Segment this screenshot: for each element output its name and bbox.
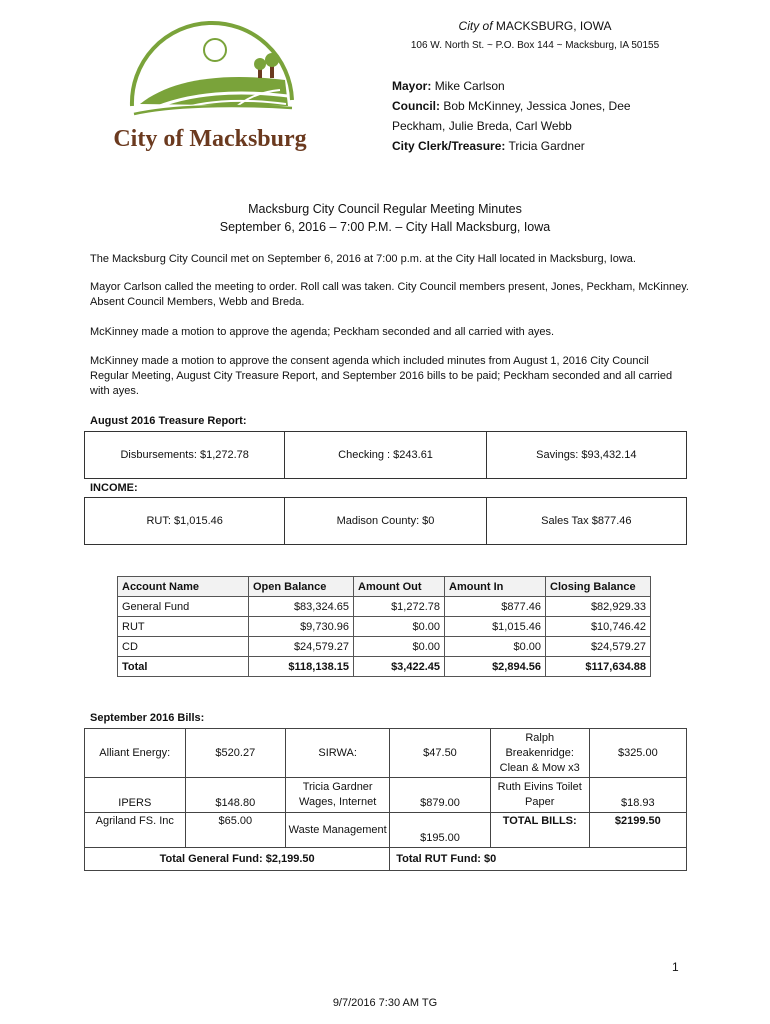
bill-payee: Agriland FS. Inc bbox=[85, 813, 186, 848]
bill-amount: $879.00 bbox=[390, 778, 491, 813]
account-name: CD bbox=[118, 637, 249, 657]
account-header-row bbox=[118, 577, 651, 597]
paragraph-meeting: The Macksburg City Council met on September 6, 2016 at 7:00 p.m. at the City Hall located in Macksburg, Iowa. bbox=[90, 253, 636, 265]
bill-payee: Ruth Eivins Toilet Paper bbox=[490, 778, 589, 813]
table-row bbox=[85, 778, 687, 813]
amount-out: $0.00 bbox=[354, 617, 445, 637]
table-row bbox=[85, 813, 687, 848]
table-row bbox=[118, 597, 651, 617]
total-bills-label: TOTAL BILLS: bbox=[490, 813, 589, 848]
open-balance: $9,730.96 bbox=[249, 617, 354, 637]
bill-payee: Tricia Gardner Wages, Internet bbox=[286, 778, 390, 813]
col-amount-out: Amount Out bbox=[354, 577, 445, 597]
income-table bbox=[84, 497, 687, 545]
open-balance: $24,579.27 bbox=[249, 637, 354, 657]
bill-amount: $65.00 bbox=[185, 813, 286, 848]
checking-cell: Checking : $243.61 bbox=[285, 432, 486, 479]
treasure-label: August 2016 Treasure Report: bbox=[90, 415, 247, 427]
rut-cell: RUT: $1,015.46 bbox=[85, 498, 285, 545]
total-open-balance: $118,138.15 bbox=[249, 657, 354, 677]
closing-balance: $24,579.27 bbox=[546, 637, 651, 657]
amount-in: $1,015.46 bbox=[445, 617, 546, 637]
bill-amount: $325.00 bbox=[589, 729, 686, 778]
disbursements-cell: Disbursements: $1,272.78 bbox=[85, 432, 285, 479]
income-label: INCOME: bbox=[90, 482, 138, 494]
bill-amount: $47.50 bbox=[390, 729, 491, 778]
council-line bbox=[392, 96, 682, 136]
account-name: RUT bbox=[118, 617, 249, 637]
treasure-table bbox=[84, 431, 687, 479]
paragraph-rollcall: Mayor Carlson called the meeting to order. Roll call was taken. City Council members present, Jones, Peckham, McKinney. Absent Council Members, Webb and Breda. bbox=[90, 281, 689, 308]
bill-payee: SIRWA: bbox=[286, 729, 390, 778]
amount-out: $1,272.78 bbox=[354, 597, 445, 617]
sales-tax-cell: Sales Tax $877.46 bbox=[541, 515, 632, 527]
mayor-value: Mike Carlson bbox=[434, 79, 505, 93]
city-prefix: City of bbox=[458, 19, 493, 33]
amount-out: $0.00 bbox=[354, 637, 445, 657]
clerk-line bbox=[392, 136, 682, 156]
bill-amount: $520.27 bbox=[185, 729, 286, 778]
total-label: Total bbox=[118, 657, 249, 677]
fund-totals-row bbox=[85, 848, 687, 871]
city-logo bbox=[110, 18, 310, 158]
bill-payee: Ralph Breakenridge: Clean & Mow x3 bbox=[490, 729, 589, 778]
table-row bbox=[85, 729, 687, 778]
open-balance: $83,324.65 bbox=[249, 597, 354, 617]
total-amount-in: $2,894.56 bbox=[445, 657, 546, 677]
total-row bbox=[118, 657, 651, 677]
clerk-label: City Clerk/Treasure: bbox=[392, 139, 506, 153]
officials-block bbox=[392, 76, 682, 156]
bill-amount: $18.93 bbox=[589, 778, 686, 813]
minutes-title: Macksburg City Council Regular Meeting Minutes bbox=[248, 202, 522, 216]
col-account-name: Account Name bbox=[118, 577, 249, 597]
account-name: General Fund bbox=[118, 597, 249, 617]
city-logo-graphic bbox=[110, 18, 310, 158]
mayor-line bbox=[392, 76, 682, 96]
paragraph-consent: McKinney made a motion to approve the consent agenda which included minutes from August 1, 2016 City Council Regular Meeting, August City Treasure Report, and September 2016 bills to be paid; Peckham seconded and all carried with ayes. bbox=[90, 355, 673, 397]
closing-balance: $10,746.42 bbox=[546, 617, 651, 637]
bill-amount: $195.00 bbox=[390, 813, 491, 848]
bill-payee: IPERS bbox=[85, 778, 186, 813]
total-rut-fund: Total RUT Fund: $0 bbox=[390, 848, 687, 871]
bill-payee: Alliant Energy: bbox=[85, 729, 186, 778]
total-amount-out: $3,422.45 bbox=[354, 657, 445, 677]
logo-wordmark: City of Macksburg bbox=[113, 126, 307, 152]
page-number: 1 bbox=[672, 960, 679, 974]
bill-amount: $148.80 bbox=[185, 778, 286, 813]
amount-in: $877.46 bbox=[445, 597, 546, 617]
mayor-label: Mayor: bbox=[392, 79, 432, 93]
col-closing-balance: Closing Balance bbox=[546, 577, 651, 597]
city-name: MACKSBURG, IOWA bbox=[495, 19, 612, 33]
bills-table bbox=[84, 728, 687, 871]
col-open-balance: Open Balance bbox=[249, 577, 354, 597]
madison-cell: Madison County: $0 bbox=[285, 498, 486, 545]
total-closing-balance: $117,634.88 bbox=[546, 657, 651, 677]
total-bills-amount: $2199.50 bbox=[589, 813, 686, 848]
total-general-fund: Total General Fund: $2,199.50 bbox=[85, 848, 390, 871]
bill-payee: Waste Management bbox=[286, 813, 390, 848]
table-row bbox=[118, 637, 651, 657]
col-amount-in: Amount In bbox=[445, 577, 546, 597]
account-balance-table bbox=[117, 576, 651, 677]
council-value: Bob McKinney, Jessica Jones, Dee Peckham, Julie Breda, Carl Webb bbox=[392, 99, 631, 133]
minutes-subtitle: September 6, 2016 – 7:00 P.M. – City Hall Macksburg, Iowa bbox=[219, 220, 551, 234]
council-label: Council: bbox=[392, 99, 440, 113]
table-row bbox=[118, 617, 651, 637]
footer-timestamp: 9/7/2016 7:30 AM TG bbox=[332, 997, 438, 1009]
amount-in: $0.00 bbox=[445, 637, 546, 657]
bills-label: September 2016 Bills: bbox=[90, 712, 205, 724]
city-heading bbox=[385, 19, 685, 33]
savings-cell: Savings: $93,432.14 bbox=[536, 449, 637, 461]
clerk-value: Tricia Gardner bbox=[508, 139, 585, 153]
paragraph-agenda: McKinney made a motion to approve the agenda; Peckham seconded and all carried with ayes. bbox=[90, 326, 555, 338]
closing-balance: $82,929.33 bbox=[546, 597, 651, 617]
city-address: 106 W. North St. ~ P.O. Box 144 ~ Macksburg, IA 50155 bbox=[410, 40, 660, 51]
